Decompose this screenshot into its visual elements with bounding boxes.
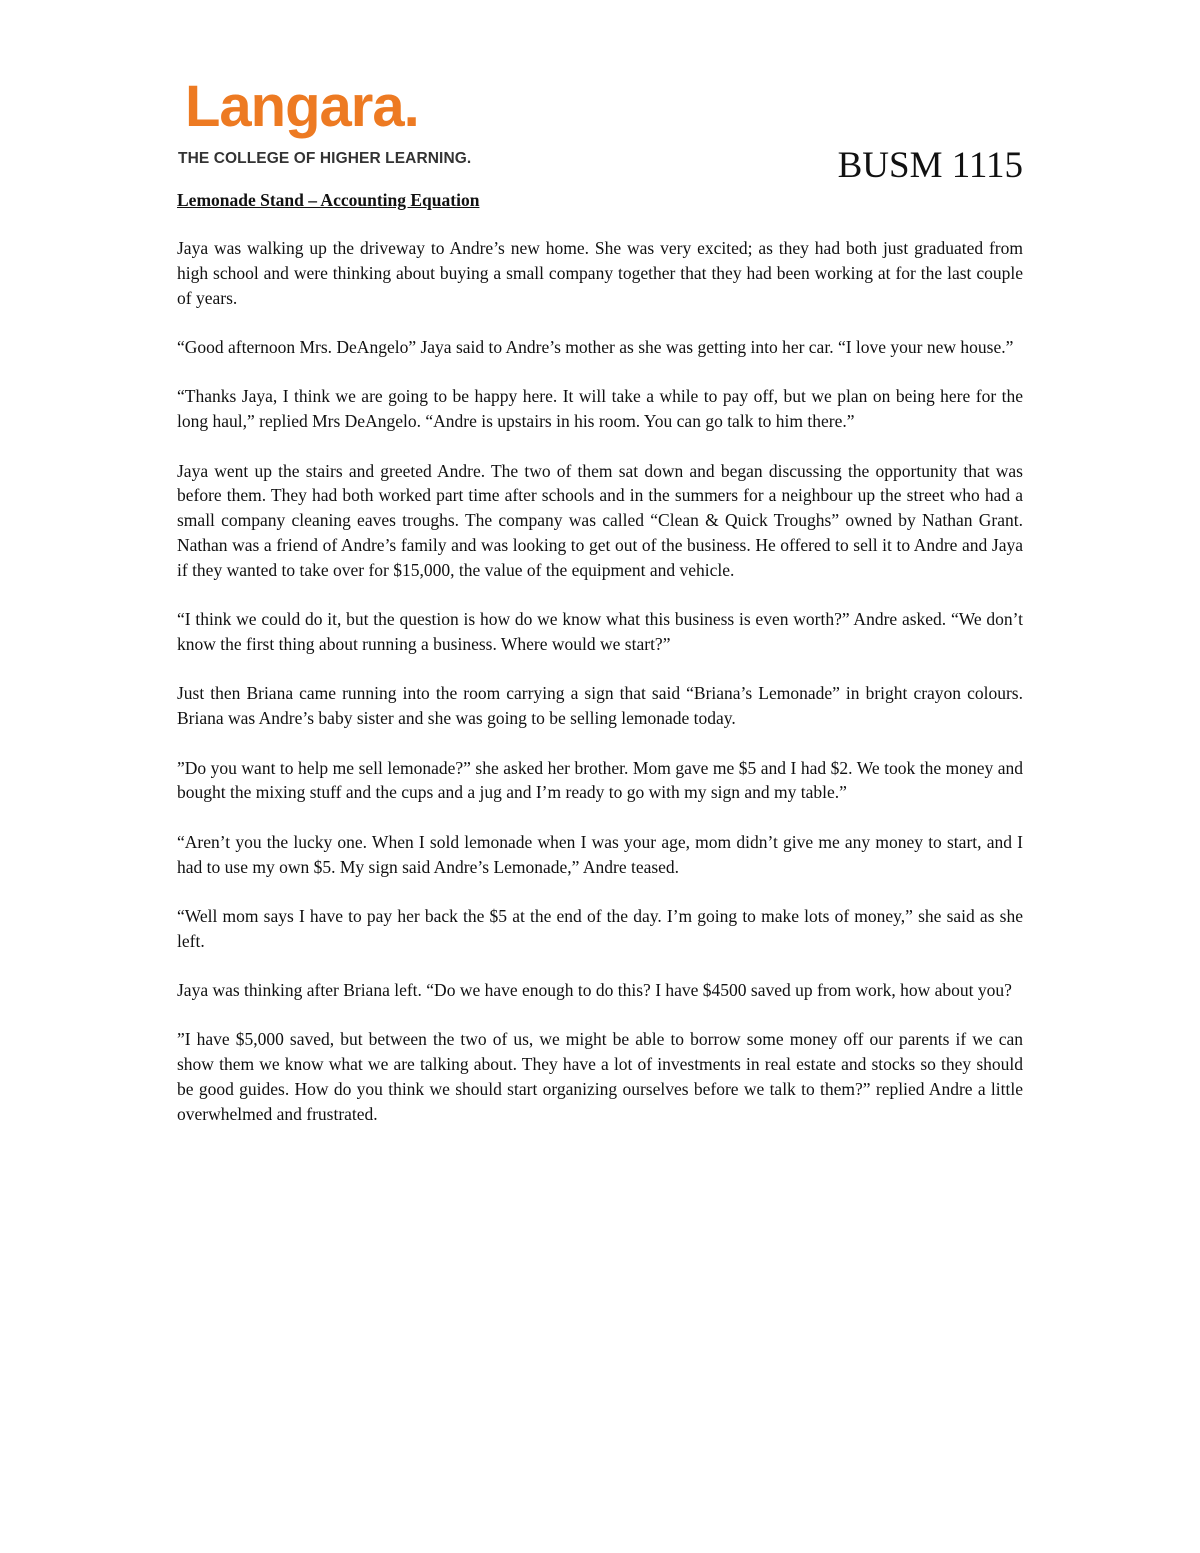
paragraph: “Aren’t you the lucky one. When I sold lemonade when I was your age, mom didn’t give me any money to start, and I had to use my own $5. My sign said Andre’s Lemonade,” Andre teased.	[177, 831, 1023, 877]
paragraph: “I think we could do it, but the question is how do we know what this business is even worth?” Andre asked. “We don’t know the first thing about running a business. Where would we start?”	[177, 609, 1023, 654]
paragraph: “Well mom says I have to pay her back the $5 at the end of the day. I’m going to make lots of money,” she said as she left.	[177, 905, 1023, 951]
logo-wordmark: Langara.	[185, 74, 419, 139]
paragraph: ”Do you want to help me sell lemonade?” she asked her brother. Mom gave me $5 and I had $2. We took the money and bought the mixing stuff and the cups and a jug and I’m ready to go with my sign and my table.”	[177, 757, 1023, 803]
paragraph: Jaya was walking up the driveway to Andre’s new home. She was very excited; as they had both just graduated from high school and were thinking about buying a small company together that they had been working at for the last couple of years.	[177, 238, 1023, 308]
langara-logo	[177, 72, 499, 180]
document-title: Lemonade Stand – Accounting Equation	[177, 190, 480, 210]
document-body	[177, 236, 1023, 1151]
paragraph: “Thanks Jaya, I think we are going to be happy here. It will take a while to pay off, but we plan on being here for the long haul,” replied Mrs DeAngelo. “Andre is upstairs in his room. You can go talk to him there.”	[177, 386, 1023, 432]
paragraph: Jaya was thinking after Briana left. “Do we have enough to do this? I have $4500 saved up from work, how about you?	[177, 980, 1012, 1001]
paragraph: “Good afternoon Mrs. DeAngelo” Jaya said to Andre’s mother as she was getting into her car. “I love your new house.”	[177, 336, 1014, 357]
logo-tagline: THE COLLEGE OF HIGHER LEARNING.	[178, 150, 472, 167]
course-code: BUSM 1115	[837, 145, 1023, 186]
paragraph: Just then Briana came running into the room carrying a sign that said “Briana’s Lemonade” in bright crayon colours. Briana was Andre’s baby sister and she was going to be selling lemonade today.	[177, 683, 1023, 729]
paragraph: ”I have $5,000 saved, but between the two of us, we might be able to borrow some money off our parents if we can show them we know what we are talking about. They have a lot of investments in real estate and stocks so they should be good guides. How do you think we should start organizing ourselves before we talk to them?” replied Andre a little overwhelmed and frustrated.	[177, 1029, 1023, 1124]
paragraph: Jaya went up the stairs and greeted Andre. The two of them sat down and began discussing the opportunity that was before them. They had both worked part time after schools and in the summers for a neighbour up the street who had a small company cleaning eaves troughs. The company was called “Clean & Quick Troughs” owned by Nathan Grant. Nathan was a friend of Andre’s family and was looking to get out of the business. He offered to sell it to Andre and Jaya if they wanted to take over for $15,000, the value of the equipment and vehicle.	[177, 460, 1023, 580]
